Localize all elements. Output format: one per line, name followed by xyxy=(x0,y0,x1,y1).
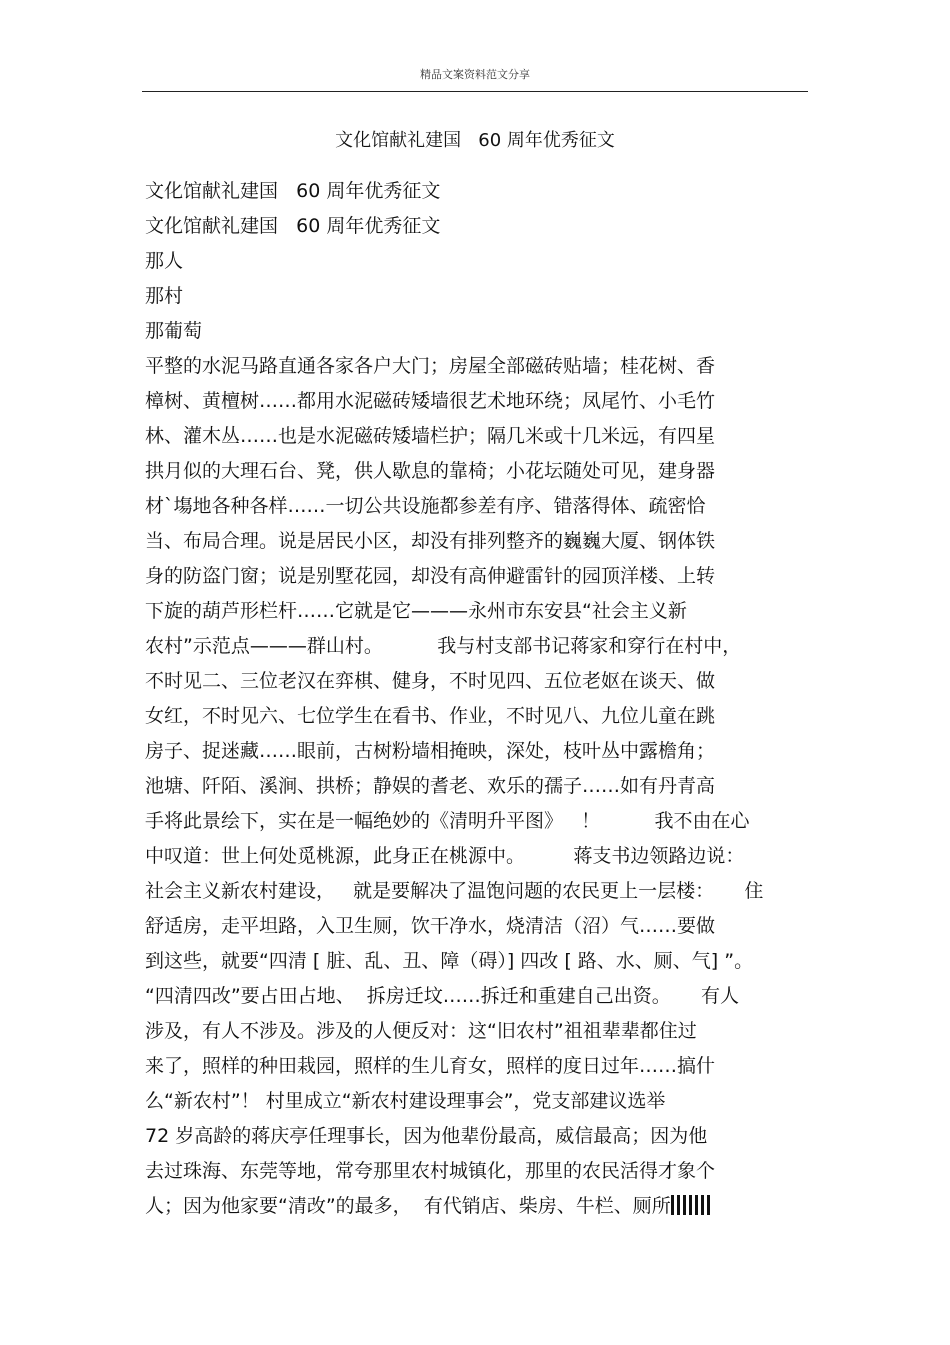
body-line: 林、灌木丛……也是水泥磁砖矮墙栏护；隔几米或十几米远，有四星 xyxy=(145,425,716,447)
body-line: 手将此景绘下，实在是一幅绝妙的《清明升平图》 ！ 我不由在心 xyxy=(145,810,750,832)
body-line: 下旋的葫芦形栏杆……它就是它———永州市东安县“社会主义新 xyxy=(145,600,687,622)
body-line: 涉及，有人不涉及。涉及的人便反对：这“旧农村”祖祖辈辈都住过 xyxy=(145,1020,697,1042)
body-line: 那村 xyxy=(145,285,184,307)
body-line: 当、布局合理。说是居民小区，却没有排列整齐的巍巍大厦、钢体铁 xyxy=(145,530,716,552)
body-line: 么“新农村”！ 村里成立“新农村建设理事会”，党支部建议选举 xyxy=(145,1090,666,1112)
body-line: 来了，照样的种田栽园，照样的生儿育女，照样的度日过年……搞什 xyxy=(145,1055,716,1077)
body-line: “四清四改”要占田占地、 拆房迁坟……拆迁和重建自己出资。 有人 xyxy=(145,985,739,1007)
body-line: 文化馆献礼建国 60 周年优秀征文 xyxy=(145,215,441,237)
document-body xyxy=(145,174,815,1224)
header-divider xyxy=(142,91,808,92)
body-line: 不时见二、三位老汉在弈棋、健身，不时见四、五位老妪在谈天、做 xyxy=(145,670,716,692)
body-line: 池塘、阡陌、溪涧、拱桥；静娱的耆老、欢乐的孺子……如有丹青高 xyxy=(145,775,716,797)
body-line: 去过珠海、东莞等地，常夸那里农村城镇化，那里的农民活得才象个 xyxy=(145,1160,716,1182)
body-line: 中叹道：世上何处觅桃源，此身正在桃源中。 蒋支书边领路边说： xyxy=(145,845,745,867)
body-line: 身的防盗门窗；说是别墅花园，却没有高伸避雷针的园顶洋楼、上转 xyxy=(145,565,716,587)
body-line: 女红，不时见六、七位学生在看书、作业，不时见八、九位儿童在跳 xyxy=(145,705,716,727)
document-title: 文化馆献礼建国 60 周年优秀征文 xyxy=(335,130,615,151)
body-line: 舒适房，走平坦路，入卫生厕，饮干净水，烧清洁（沼）气……要做 xyxy=(145,915,716,937)
body-line: 平整的水泥马路直通各家各户大门；房屋全部磁砖贴墙；桂花树、香 xyxy=(145,355,716,377)
page-header: 精品文案资料范文分享 xyxy=(420,68,530,81)
truncation-marks xyxy=(671,1195,711,1215)
body-line: 那人 xyxy=(145,250,184,272)
body-line: 文化馆献礼建国 60 周年优秀征文 xyxy=(145,180,441,202)
body-line: 材`塲地各种各样……一切公共设施都参差有序、错落得体、疏密恰 xyxy=(145,495,706,517)
body-line: 那葡萄 xyxy=(145,320,203,342)
body-line: 拱月似的大理石台、凳，供人歇息的靠椅；小花坛随处可见，建身器 xyxy=(145,460,716,482)
body-line: 社会主义新农村建设， 就是要解决了温饱问题的农民更上一层楼： 住 xyxy=(145,880,764,902)
body-line: 樟树、黄檀树……都用水泥磁砖矮墙很艺术地环绕；凤尾竹、小毛竹 xyxy=(145,390,716,412)
body-line: 农村”示范点———群山村。 我与村支部书记蒋家和穿行在村中， xyxy=(145,635,742,657)
body-line-text: 人；因为他家要“清改”的最多， 有代销店、柴房、牛栏、厕所 xyxy=(145,1195,671,1217)
body-line: 到这些，就要“四清 [ 脏、乱、丑、障（碍）] 四改 [ 路、水、厕、气] ”。 xyxy=(145,950,754,972)
body-line: 房子、捉迷藏……眼前，古树粉墙相掩映，深处，枝叶丛中露檐角； xyxy=(145,740,716,762)
body-line: 72 岁高龄的蒋庆亭任理事长，因为他辈份最高，威信最高；因为他 xyxy=(145,1125,708,1147)
body-line-last xyxy=(145,1189,815,1224)
